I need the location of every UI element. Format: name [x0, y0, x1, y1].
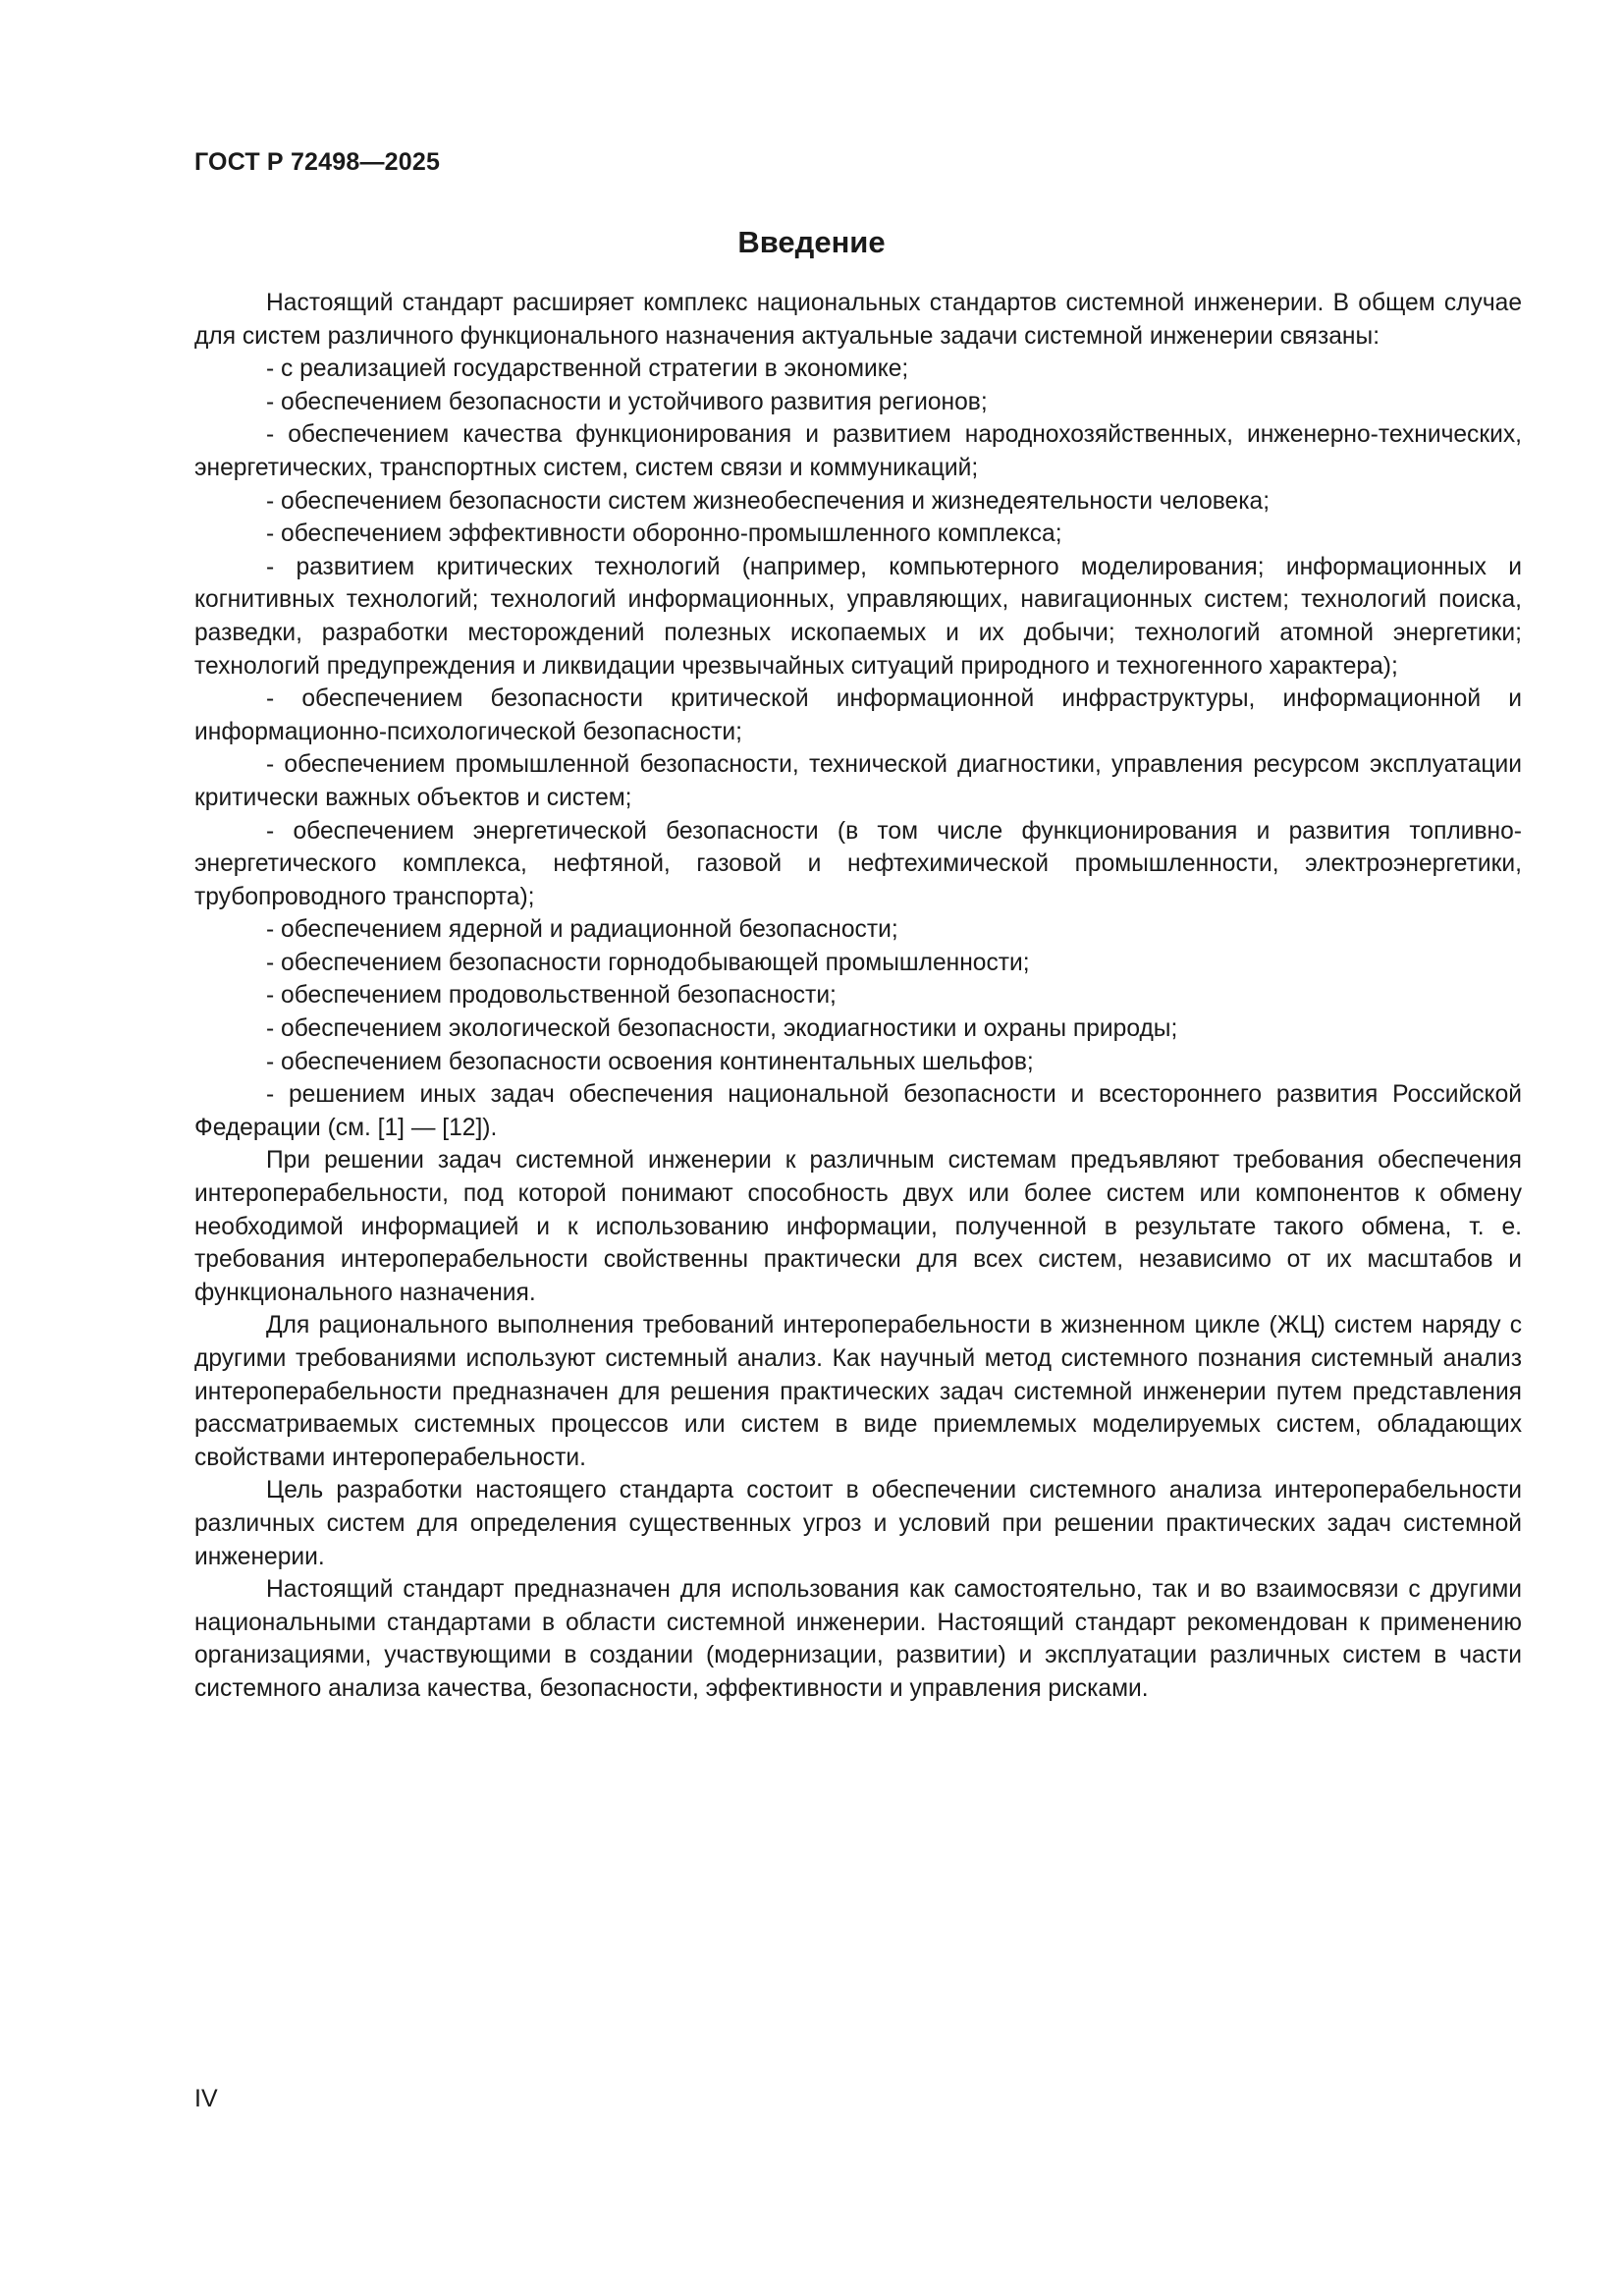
list-item: - обеспечением безопасности критической информационной инфраструктуры, информационной и информационно-психологической безопасности; [194, 685, 1522, 745]
paragraph: Цель разработки настоящего стандарта состоит в обеспечении системного анализа интероперабельности различных систем для определения существенных угроз и условий при решении практических задач системной инженерии. [194, 1477, 1522, 1570]
list-item: - обеспечением энергетической безопасности (в том числе функционирования и развития топливно-энергетического комплекса, нефтяной, газовой и нефтехимической промышленности, электроэнергетики, трубопроводного транспорта); [194, 817, 1522, 910]
list-item: - обеспечением продовольственной безопасности; [266, 982, 837, 1010]
list-item: - обеспечением безопасности систем жизнеобеспечения и жизнедеятельности человека; [266, 487, 1271, 515]
list-item: - обеспечением экологической безопасности, экодиагностики и охраны природы; [266, 1015, 1178, 1043]
list-item: - обеспечением эффективности оборонно-промышленного комплекса; [266, 520, 1062, 548]
paragraph: Настоящий стандарт предназначен для использования как самостоятельно, так и во взаимосвязи с другими национальными стандартами в области системной инженерии. Настоящий стандарт рекомендован к применению организациями, участвующими в создании (модернизации, развитии) и эксплуатации различных систем в части системного анализа качества, безопасности, эффективности и управления рисками. [194, 1576, 1522, 1702]
paragraph: При решении задач системной инженерии к различным системам предъявляют требования обеспечения интероперабельности, под которой понимают способность двух или более систем или компонентов к обмену необходимой информацией и к использованию информации, полученной в результате такого обмена, т. е. требования интероперабельности свойственны практически для всех систем, независимо от их масштабов и функционального назначения. [194, 1147, 1522, 1306]
document-code-header: ГОСТ Р 72498—2025 [194, 148, 441, 176]
list-item: - с реализацией государственной стратегии в экономике; [266, 355, 909, 383]
list-item: - обеспечением безопасности освоения континентальных шельфов; [266, 1048, 1034, 1075]
section-title: Введение [737, 225, 886, 259]
paragraph: Для рационального выполнения требований интероперабельности в жизненном цикле (ЖЦ) систем наряду с другими требованиями используют системный анализ. Как научный метод системного познания системный анализ интероперабельности предназначен для решения практических задач системной инженерии путем представления рассматриваемых системных процессов или систем в виде приемлемых моделируемых систем, обладающих свойствами интероперабельности. [194, 1312, 1522, 1471]
list-item: - развитием критических технологий (например, компьютерного моделирования; информационных и когнитивных технологий; технологий информационных, управляющих, навигационных систем; технологий поиска, разведки, разработки месторождений полезных ископаемых и их добычи; технологий атомной энергетики; технологий предупреждения и ликвидации чрезвычайных ситуаций природного и техногенного характера); [194, 553, 1522, 680]
list-item: - обеспечением безопасности и устойчивого развития регионов; [266, 388, 988, 415]
list-item: - решением иных задач обеспечения национальной безопасности и всестороннего развития Российской Федерации (см. [1] — [12]). [194, 1081, 1522, 1141]
list-item: - обеспечением качества функционирования и развитием народнохозяйственных, инженерно-технических, энергетических, транспортных систем, систем связи и коммуникаций; [194, 421, 1522, 481]
list-item: - обеспечением промышленной безопасности, технической диагностики, управления ресурсом эксплуатации критически важных объектов и систем; [194, 751, 1522, 811]
body-text [194, 287, 1522, 1706]
list-item: - обеспечением безопасности горнодобывающей промышленности; [266, 949, 1030, 976]
page-number: IV [194, 2085, 218, 2112]
list-item: - обеспечением ядерной и радиационной безопасности; [266, 916, 898, 944]
paragraph: Настоящий стандарт расширяет комплекс национальных стандартов системной инженерии. В общем случае для систем различного функционального назначения актуальные задачи системной инженерии связаны: [194, 290, 1522, 350]
